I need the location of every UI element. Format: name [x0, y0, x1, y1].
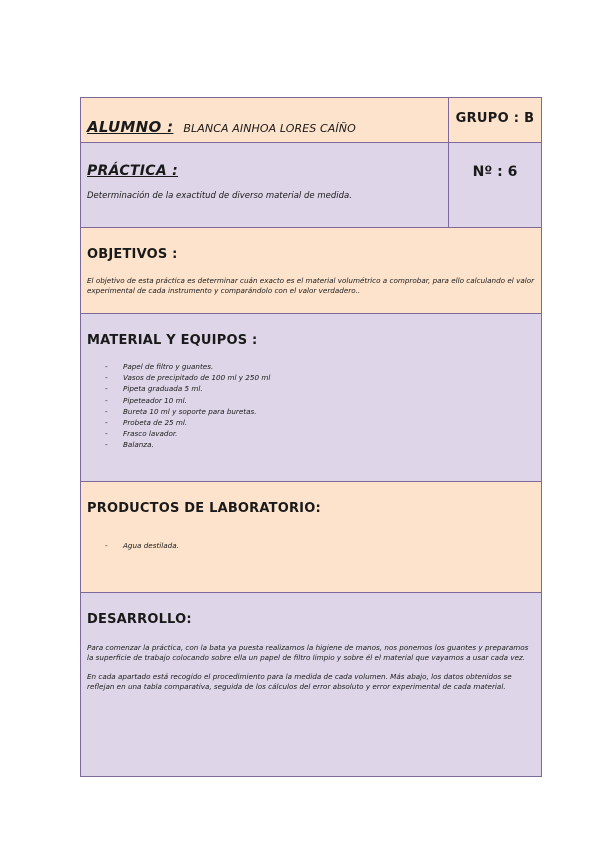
- material-section: [81, 314, 541, 481]
- desarrollo-title: DESARROLLO:: [87, 612, 192, 627]
- lab-report-sheet: [80, 97, 542, 777]
- productos-title: PRODUCTOS DE LABORATORIO:: [87, 501, 321, 516]
- productos-section: [81, 482, 541, 592]
- list-item: - Vasos de precipitado de 100 ml y 250 ml: [87, 372, 535, 383]
- practica-row: [81, 143, 541, 228]
- list-item: - Frasco lavador.: [87, 428, 535, 439]
- list-item: - Papel de filtro y guantes.: [87, 361, 535, 372]
- practica-cell: [81, 143, 449, 227]
- list-item: - Probeta de 25 ml.: [87, 417, 535, 428]
- desarrollo-section: [81, 593, 541, 776]
- productos-row: [81, 482, 541, 593]
- list-item: - Balanza.: [87, 439, 535, 450]
- list-item: - Pipeta graduada 5 ml.: [87, 383, 535, 394]
- practica-description: Determinación de la exactitud de diverso material de medida.: [87, 191, 352, 201]
- practica-number: Nº : 6: [472, 164, 518, 180]
- objetivos-title: OBJETIVOS :: [87, 247, 178, 262]
- alumno-name: BLANCA AINHOA LORES CAÍÑO: [183, 122, 356, 135]
- list-item: - Pipeteador 10 ml.: [87, 395, 535, 406]
- desarrollo-paragraph: Para comenzar la práctica, con la bata ya puesta realizamos la higiene de manos, nos ponemos los guantes y preparamos la superficie de trabajo colocando sobre ella un papel de filtro limpio y sobre él el material que vayamos a usar cada vez.: [87, 643, 529, 662]
- material-row: [81, 314, 541, 482]
- alumno-label: ALUMNO :: [87, 118, 174, 136]
- material-list: [87, 361, 535, 451]
- objetivos-text: El objetivo de esta práctica es determinar cuán exacto es el material volumétrico a comprobar, para ello calculando el valor experimental de cada instrumento y comparándolo con el valor verdadero..: [87, 276, 535, 295]
- productos-list: [87, 540, 535, 551]
- alumno-cell: [81, 98, 449, 142]
- practica-label: PRÁCTICA :: [87, 163, 179, 179]
- list-item: - Bureta 10 ml y soporte para buretas.: [87, 406, 535, 417]
- grupo-label: GRUPO : B: [455, 110, 535, 126]
- objetivos-section: [81, 228, 541, 313]
- header-row: [81, 98, 541, 143]
- list-item: - Agua destilada.: [87, 540, 535, 551]
- desarrollo-row: [81, 593, 541, 776]
- desarrollo-paragraph: En cada apartado está recogido el procedimiento para la medida de cada volumen. Más abajo, los datos obtenidos se reflejan en una tabla comparativa, seguida de los cálculos del error absoluto y error experimental de cada material.: [87, 672, 512, 692]
- material-title: MATERIAL Y EQUIPOS :: [87, 333, 258, 348]
- grupo-cell: [449, 98, 541, 142]
- objetivos-row: [81, 228, 541, 314]
- numero-cell: [449, 143, 541, 227]
